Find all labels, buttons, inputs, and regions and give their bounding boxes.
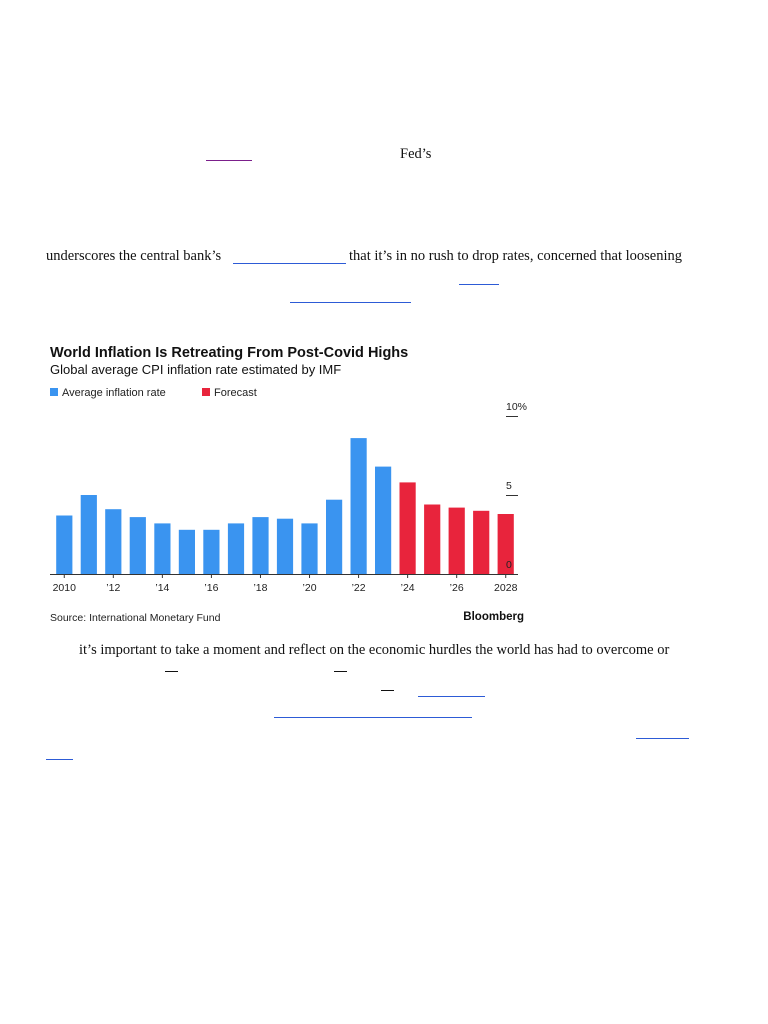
y-tick-label: 5 [506, 480, 512, 492]
chart-subtitle: Global average CPI inflation rate estimated by IMF [50, 362, 342, 377]
x-tick-label: ’12 [106, 582, 121, 594]
bar-2014 [154, 523, 170, 574]
article-text-fed: Fed’s [400, 146, 432, 162]
legend-swatch [50, 388, 58, 396]
bar-2021 [326, 500, 342, 574]
chart-bars [56, 438, 514, 574]
bar-2023 [375, 467, 391, 574]
bar-2026 [449, 508, 465, 574]
chart-legend [50, 387, 257, 399]
article-text-line: that it’s in no rush to drop rates, concerned that loosening [349, 248, 683, 264]
hyperlink-underline[interactable] [206, 160, 252, 161]
bar-2012 [105, 509, 121, 574]
chart-title: World Inflation Is Retreating From Post-Covid Highs [50, 345, 409, 361]
y-tick-label: 0 [506, 559, 512, 571]
hyperlink-underline[interactable] [459, 284, 499, 285]
x-tick-label: ’26 [449, 582, 464, 594]
hyperlink-underline[interactable] [46, 759, 73, 760]
bar-2011 [81, 495, 97, 574]
bar-2024 [400, 482, 416, 574]
bar-2022 [351, 438, 367, 574]
x-tick-label: 2010 [52, 582, 76, 594]
hyperlink-underline[interactable] [636, 738, 689, 739]
bar-2017 [228, 523, 244, 574]
x-tick-label: ’16 [204, 582, 219, 594]
chart-source: Source: International Monetary Fund [50, 612, 221, 624]
bar-2010 [56, 516, 72, 575]
bar-2027 [473, 511, 489, 574]
x-tick-label: ’20 [302, 582, 317, 594]
bar-2013 [130, 517, 146, 574]
legend-swatch [202, 388, 210, 396]
x-tick-label: 2028 [494, 582, 518, 594]
x-tick-label: ’14 [155, 582, 170, 594]
bar-2018 [252, 517, 268, 574]
chart-canvas [40, 336, 540, 632]
hyperlink-underline[interactable] [274, 717, 472, 718]
bar-2025 [424, 505, 440, 575]
hyperlink-underline[interactable] [290, 302, 411, 303]
em-dash [381, 690, 394, 691]
article-text-line: underscores the central bank’s [46, 248, 222, 264]
em-dash [334, 671, 347, 672]
bar-2019 [277, 519, 293, 574]
y-tick-label: 10% [506, 401, 528, 413]
chart-x-axis [50, 574, 518, 594]
bar-2020 [301, 523, 317, 574]
x-tick-label: ’24 [400, 582, 415, 594]
hyperlink-underline[interactable] [418, 696, 485, 697]
inflation-chart [40, 336, 540, 632]
x-tick-label: ’18 [253, 582, 268, 594]
article-text-line: it’s important to take a moment and reflect on the economic hurdles the world has had to overcome or [79, 642, 670, 658]
legend-label: Average inflation rate [62, 387, 166, 399]
bar-2016 [203, 530, 219, 574]
em-dash [165, 671, 178, 672]
bloomberg-logo: Bloomberg [463, 611, 524, 623]
legend-label: Forecast [214, 387, 257, 399]
bar-2015 [179, 530, 195, 574]
hyperlink-underline[interactable] [233, 263, 346, 264]
x-tick-label: ’22 [351, 582, 366, 594]
